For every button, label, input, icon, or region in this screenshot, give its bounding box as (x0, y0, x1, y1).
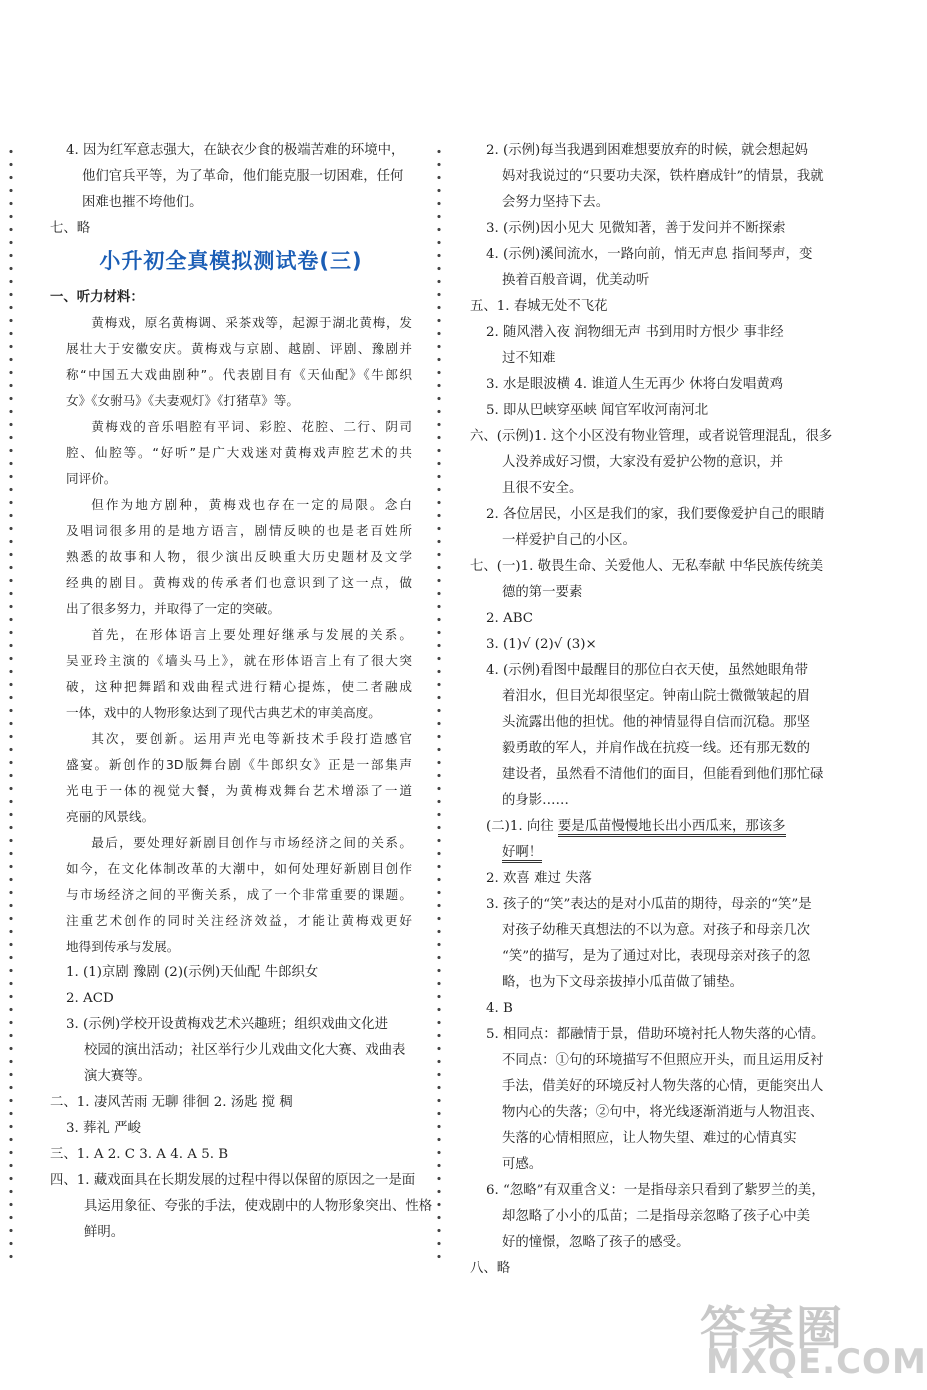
passage-line: 如今，在文化体制改革的大潮中，如何处理好新剧目创作 (66, 861, 412, 876)
passage-line: 其次，要创新。运用声光电等新技术手段打造感官 (91, 731, 412, 746)
answer-line: 5. 相同点：都融情于景，借助环境衬托人物失落的心情。 (486, 1027, 825, 1042)
answer-line: 3. 孩子的“笑”表达的是对小瓜苗的期待，母亲的“笑”是 (486, 897, 812, 912)
left-dotted-border (8, 145, 14, 1265)
answer-line: 4. (示例)看图中最醒目的那位白衣天使，虽然她眼角带 (486, 663, 809, 678)
answer-line: 过不知难 (502, 351, 556, 366)
answer-line: 妈对我说过的“只要功夫深，铁杵磨成针”的情景，我就 (502, 169, 824, 184)
answer-line: 四、1. 藏戏面具在长期发展的过程中得以保留的原因之一是面 (50, 1173, 416, 1188)
watermark-url: MXQE.COM (706, 1342, 927, 1382)
right-column (470, 138, 832, 1282)
passage-line: 破，这种把舞蹈和戏曲程式进行精心提炼，使二者融成 (66, 679, 412, 694)
answer-line: 会努力坚持下去。 (502, 195, 610, 210)
answer-line: 六、(示例)1. 这个小区没有物业管理，或者说管理混乱，很多 (470, 429, 833, 444)
passage-line: 首先，在形体语言上要处理好继承与发展的关系。 (91, 627, 412, 642)
answer-line: 3. (示例)学校开设黄梅戏艺术兴趣班；组织戏曲文化进 (66, 1017, 389, 1032)
passage-line: 同评价。 (66, 471, 117, 486)
answer-line: 3. 葬礼 严峻 (66, 1121, 141, 1136)
answer-line: 2. 随风潜入夜 润物细无声 书到用时方恨少 事非经 (486, 325, 784, 340)
passage-line: 光电于一体的视觉大餐，为黄梅戏舞台艺术增添了一道 (66, 783, 412, 798)
answer-line: 3. 水是眼波横 4. 谁道人生无再少 休将白发唱黄鸡 (486, 377, 783, 392)
passage-line: 熟悉的故事和人物，很少演出反映重大历史题材及文学 (66, 549, 412, 564)
answer-line: 二、1. 凄风苦雨 无聊 徘徊 2. 汤匙 搅 稠 (50, 1095, 293, 1110)
answer-line: “笑”的描写，是为了通过对比，表现母亲对孩子的忽 (502, 949, 811, 964)
answer-line: 1. (1)京剧 豫剧 (2)(示例)天仙配 牛郎织女 (66, 965, 319, 980)
answer-text: (二)1. 向往 (486, 819, 558, 834)
answer-line: 3. (示例)因小见大 见微知著，善于发问并不断探索 (486, 221, 786, 236)
answer-line: 校园的演出活动；社区举行少儿戏曲文化大赛、戏曲表 (84, 1043, 406, 1058)
answer-line: 4. (示例)溪间流水，一路向前，悄无声息 指间琴声，变 (486, 247, 813, 262)
left-column (50, 138, 433, 1246)
answer-line: 头流露出他的担忧。他的神情显得自信而沉稳。那坚 (502, 715, 810, 730)
answer-line: 三、1. A 2. C 3. A 4. A 5. B (50, 1147, 229, 1162)
answer-line: 七、(一)1. 敬畏生命、关爱他人、无私奉献 中华民族传统美 (470, 559, 824, 574)
answer-line: 毅勇敢的军人，并肩作战在抗疫一线。还有那无数的 (502, 741, 810, 756)
answer-line-underlined (470, 814, 832, 840)
answer-line: 2. (示例)每当我遇到困难想要放弃的时候，就会想起妈 (486, 143, 809, 158)
answer-line: 2. ACD (66, 991, 114, 1006)
underlined-text: 要是瓜苗慢慢地长出小西瓜来，那该多 (558, 819, 786, 837)
answer-line: 且很不安全。 (502, 481, 583, 496)
answer-line: 2. ABC (486, 611, 534, 626)
answer-line: 困难也摧不垮他们。 (82, 195, 203, 210)
answer-line: 2. 欢喜 难过 失落 (486, 871, 592, 886)
answer-line: 4. B (486, 1001, 513, 1016)
passage-line: 一体，戏中的人物形象达到了现代古典艺术的审美高度。 (66, 705, 381, 720)
answer-line: 德的第一要素 (502, 585, 583, 600)
passage-line: 注重艺术创作的同时关注经济效益，才能让黄梅戏更好 (66, 913, 412, 928)
passage-line: 出了很多努力，并取得了一定的突破。 (66, 601, 281, 616)
answer-line: 却忽略了小小的瓜苗；二是指母亲忽略了孩子心中美 (502, 1209, 810, 1224)
answer-line: 3. (1)√ (2)√ (3)× (486, 637, 597, 652)
answer-line: 人没养成好习惯，大家没有爱护公物的意识，并 (502, 455, 784, 470)
answer-line: 2. 各位居民，小区是我们的家，我们要像爱护自己的眼睛 (486, 507, 825, 522)
answer-line: 对孩子幼稚天真想法的不以为意。对孩子和母亲几次 (502, 923, 810, 938)
answer-line: 可感。 (502, 1157, 543, 1172)
answer-line: 着泪水，但目光却很坚定。钟南山院士微微皱起的眉 (502, 689, 810, 704)
passage-line: 展壮大于安徽安庆。黄梅戏与京剧、越剧、评剧、豫剧并 (66, 341, 412, 356)
answer-line: 好的憧憬，忽略了孩子的感受。 (502, 1235, 690, 1250)
passage-line: 地得到传承与发展。 (66, 939, 180, 954)
passage-line: 最后，要处理好新剧目创作与市场经济之间的关系。 (91, 835, 412, 850)
passage-line: 黄梅戏，原名黄梅调、采茶戏等，起源于湖北黄梅，发 (91, 315, 412, 330)
passage-line: 经典的剧目。黄梅戏的传承者们也意识到了这一点，做 (66, 575, 412, 590)
center-dotted-divider (436, 145, 442, 1265)
answer-line: 物内心的失落；②句中，将光线逐渐消逝与人物沮丧、 (502, 1105, 824, 1120)
passage-line: 及唱词很多用的是地方语言，剧情反映的也是老百姓所 (66, 523, 412, 538)
passage-line: 但作为地方剧种，黄梅戏也存在一定的局限。念白 (91, 497, 412, 512)
answer-line: 4. 因为红军意志强大，在缺衣少食的极端苦难的环境中， (66, 143, 405, 158)
answer-line: 的身影…… (502, 793, 569, 808)
passage-line: 女》《女驸马》《夫妻观灯》《打猪草》等。 (66, 393, 299, 408)
underlined-text: 好啊！ (502, 845, 542, 863)
answer-line: 手法，借美好的环境反衬人物失落的心情，更能突出人 (502, 1079, 824, 1094)
passage-line: 与市场经济之间的平衡关系，成了一个非常重要的课题。 (66, 887, 412, 902)
answer-line: 失落的心情相照应，让人物失望、难过的心情真实 (502, 1131, 797, 1146)
passage-line: 吴亚玲主演的《墙头马上》，就在形体语言上有了很大突 (66, 653, 412, 668)
watermark-logo: 答案圈 (700, 1301, 844, 1355)
answer-line: 鲜明。 (84, 1225, 125, 1240)
answer-line-underlined (470, 840, 832, 866)
passage-line: 黄梅戏的音乐唱腔有平词、彩腔、花腔、二行、阴司 (91, 419, 412, 434)
answer-line: 八、略 (470, 1261, 511, 1276)
passage-line: 称“中国五大戏曲剧种”。代表剧目有《天仙配》《牛郎织 (66, 367, 412, 382)
section-heading: 一、听力材料： (50, 289, 144, 305)
answer-line: 不同点：①句的环境描写不但照应开头，而且运用反衬 (502, 1053, 824, 1068)
answer-line: 一样爱护自己的小区。 (502, 533, 636, 548)
passage-line: 腔、仙腔等。“好听”是广大戏迷对黄梅戏声腔艺术的共 (66, 445, 412, 460)
passage-line: 亮丽的风景线。 (66, 809, 155, 824)
answer-line: 演大赛等。 (84, 1069, 151, 1084)
exam-title: 小升初全真模拟测试卷(三) (99, 249, 363, 273)
answer-line: 5. 即从巴峡穿巫峡 闻官军收河南河北 (486, 403, 709, 418)
answer-line: 6. “忽略”有双重含义：一是指母亲只看到了紫罗兰的美， (486, 1183, 825, 1198)
answer-line: 七、略 (50, 221, 91, 236)
passage-line: 盛宴。新创作的3D版舞台剧《牛郎织女》正是一部集声 (66, 757, 412, 772)
answer-line: 换着百般音调，优美动听 (502, 273, 650, 288)
answer-line: 建设者，虽然看不清他们的面目，但能看到他们那忙碌 (502, 767, 824, 782)
answer-line: 五、1. 春城无处不飞花 (470, 299, 608, 314)
answer-line: 具运用象征、夸张的手法，使戏剧中的人物形象突出、性格 (84, 1199, 433, 1214)
answer-line: 略，也为下文母亲拔掉小瓜苗做了铺垫。 (502, 975, 744, 990)
answer-line: 他们官兵平等，为了革命，他们能克服一切困难，任何 (82, 169, 404, 184)
